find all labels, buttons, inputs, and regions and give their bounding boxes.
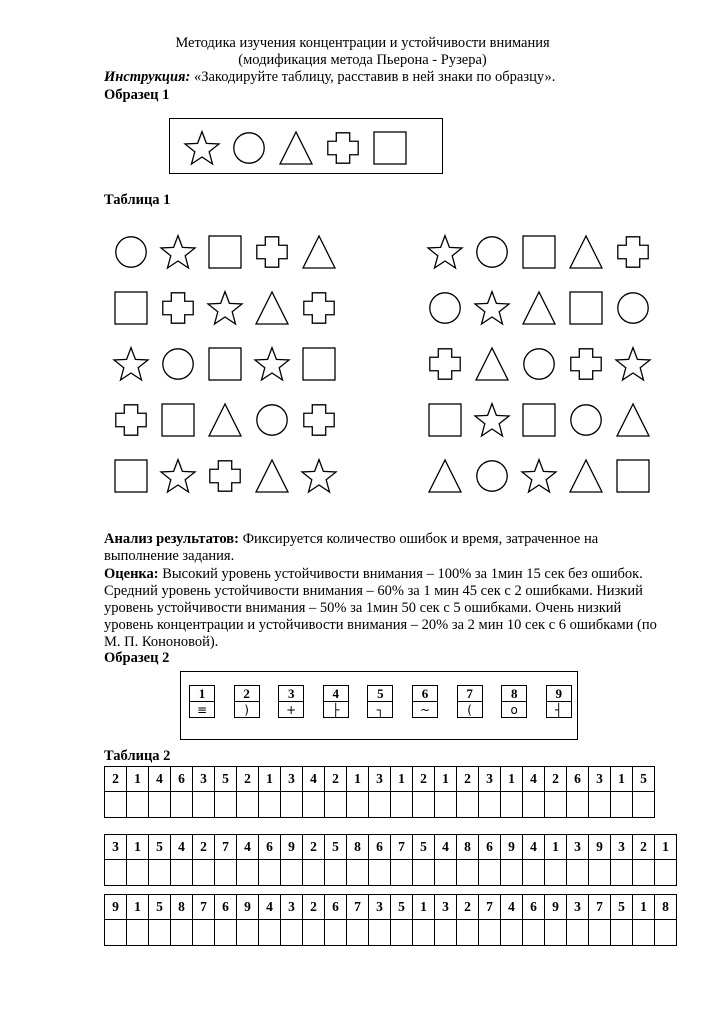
digit-cell: 1	[655, 835, 677, 860]
triangle-icon	[256, 460, 288, 492]
digit-cell: 8	[457, 835, 479, 860]
key-symbol: (	[467, 703, 472, 717]
star-icon	[255, 348, 289, 380]
digit-cell: 3	[105, 835, 127, 860]
key-symbol: )	[244, 703, 249, 717]
digit-cell: 8	[347, 835, 369, 860]
key-number: 1	[190, 686, 214, 702]
page-title: Методика изучения концентрации и устойчивости внимания	[175, 35, 550, 51]
evaluation	[104, 566, 664, 651]
answer-cell[interactable]	[369, 920, 391, 946]
digit-cell: 2	[105, 767, 127, 792]
answer-cell[interactable]	[325, 792, 347, 818]
page-subtitle: (модификация метода Пьерона - Рузера)	[238, 52, 487, 68]
triangle-icon	[303, 236, 335, 268]
triangle-icon	[570, 236, 602, 268]
star-icon	[302, 460, 336, 492]
key-cell	[189, 685, 215, 718]
answer-cell[interactable]	[303, 920, 325, 946]
triangle-icon	[256, 292, 288, 324]
digit-cell: 3	[567, 835, 589, 860]
digit-cell: 3	[193, 767, 215, 792]
answer-cell[interactable]	[259, 920, 281, 946]
digit-cell: 1	[127, 767, 149, 792]
key-cell	[457, 685, 483, 718]
answer-cell[interactable]	[655, 920, 677, 946]
digit-cell: 6	[567, 767, 589, 792]
answer-cell[interactable]	[501, 920, 523, 946]
triangle-icon	[209, 404, 241, 436]
triangle-icon	[476, 348, 508, 380]
digit-cell: 3	[611, 835, 633, 860]
key-cell	[546, 685, 572, 718]
answer-cell[interactable]	[303, 792, 325, 818]
digit-cell: 4	[435, 835, 457, 860]
digit-cell: 1	[259, 767, 281, 792]
digit-cell: 5	[413, 835, 435, 860]
digit-cell: 7	[479, 895, 501, 920]
instruction-label: Инструкция:	[104, 69, 191, 85]
answer-cell[interactable]	[149, 860, 171, 886]
key-cell	[278, 685, 304, 718]
answer-cell[interactable]	[413, 860, 435, 886]
digit-cell: 6	[259, 835, 281, 860]
digit-cell: 9	[589, 835, 611, 860]
star-icon	[616, 348, 650, 380]
cross-icon	[116, 405, 146, 435]
coding-table	[104, 834, 677, 886]
answer-cell[interactable]	[589, 792, 611, 818]
digit-cell: 3	[589, 767, 611, 792]
sample1-label: Образец 1	[104, 87, 170, 103]
answer-cell[interactable]	[127, 920, 149, 946]
square-icon	[523, 236, 555, 268]
answer-cell[interactable]	[215, 860, 237, 886]
answer-cell[interactable]	[523, 792, 545, 818]
digit-cell: 2	[193, 835, 215, 860]
triangle-icon	[280, 132, 312, 164]
answer-cell[interactable]	[413, 792, 435, 818]
square-icon	[115, 292, 147, 324]
answer-cell[interactable]	[501, 792, 523, 818]
cross-icon	[163, 293, 193, 323]
key-number: 6	[413, 686, 437, 702]
digit-cell: 4	[523, 767, 545, 792]
answer-cell[interactable]	[347, 860, 369, 886]
answer-cell[interactable]	[149, 792, 171, 818]
square-icon	[429, 404, 461, 436]
key-symbol: +	[286, 703, 297, 717]
key-symbol: ┤	[555, 703, 563, 717]
digit-cell: 9	[105, 895, 127, 920]
analysis-text: Фиксируется количество ошибок и время, затраченное на выполнение задания.	[104, 531, 599, 564]
digit-cell: 1	[435, 767, 457, 792]
digit-cell: 3	[281, 767, 303, 792]
answer-cell[interactable]	[589, 920, 611, 946]
digit-cell: 3	[369, 767, 391, 792]
analysis-label: Анализ результатов:	[104, 531, 239, 547]
answer-cell[interactable]	[567, 792, 589, 818]
cross-icon	[304, 405, 334, 435]
answer-cell[interactable]	[479, 920, 501, 946]
star-icon	[161, 236, 195, 268]
answer-cell[interactable]	[347, 920, 369, 946]
key-number: 4	[324, 686, 348, 702]
star-icon	[522, 460, 556, 492]
digit-cell: 7	[193, 895, 215, 920]
key-cell	[412, 685, 438, 718]
star-icon	[114, 348, 148, 380]
answer-cell[interactable]	[281, 792, 303, 818]
digit-cell: 1	[127, 835, 149, 860]
square-icon	[209, 236, 241, 268]
answer-cell[interactable]	[171, 860, 193, 886]
answer-cell[interactable]	[545, 860, 567, 886]
key-symbol: ├	[332, 703, 340, 717]
cross-icon	[618, 237, 648, 267]
digit-cell: 2	[303, 895, 325, 920]
answer-cell[interactable]	[369, 792, 391, 818]
digit-cell: 3	[479, 767, 501, 792]
cross-icon	[430, 349, 460, 379]
digit-cell: 6	[215, 895, 237, 920]
square-icon	[523, 404, 555, 436]
answer-cell[interactable]	[611, 920, 633, 946]
answer-cell[interactable]	[567, 920, 589, 946]
digit-cell: 1	[611, 767, 633, 792]
answer-cell[interactable]	[259, 860, 281, 886]
square-icon	[374, 132, 406, 164]
digit-cell: 6	[479, 835, 501, 860]
table1-label: Таблица 1	[104, 192, 171, 208]
star-icon	[161, 460, 195, 492]
key-number: 7	[458, 686, 482, 702]
answer-cell[interactable]	[193, 860, 215, 886]
answer-cell[interactable]	[545, 920, 567, 946]
cross-icon	[571, 349, 601, 379]
digit-cell: 7	[347, 895, 369, 920]
digit-cell: 7	[215, 835, 237, 860]
key-cell	[367, 685, 393, 718]
cross-icon	[304, 293, 334, 323]
cross-icon	[328, 133, 358, 163]
digit-cell: 5	[325, 835, 347, 860]
triangle-icon	[617, 404, 649, 436]
answer-cell[interactable]	[215, 792, 237, 818]
square-icon	[162, 404, 194, 436]
digit-cell: 4	[237, 835, 259, 860]
digit-cell: 5	[611, 895, 633, 920]
key-symbol: ≡	[196, 703, 208, 717]
square-icon	[115, 460, 147, 492]
square-icon	[570, 292, 602, 324]
answer-cell[interactable]	[171, 920, 193, 946]
digit-cell: 2	[633, 835, 655, 860]
evaluation-label: Оценка:	[104, 566, 159, 582]
answer-cell[interactable]	[391, 792, 413, 818]
coding-table	[104, 894, 677, 946]
circle-icon	[571, 405, 601, 435]
digit-cell: 5	[149, 835, 171, 860]
evaluation-text: Высокий уровень устойчивости внимания – 100% за 1мин 15 сек без ошибок. Средний уровень устойчивости внимания – 60% за 1 мин 45 сек с 2 ошибками. Низкий уровень устойчивости внимания – 50% за 1мин 50 сек с 5 ошибками. Очень низкий уровень концентрации и устойчивости внимания – 20% за 2 мин 10 сек с 6 ошибками (по М. П. Кононовой).	[104, 566, 657, 650]
answer-cell[interactable]	[193, 792, 215, 818]
digit-cell: 9	[501, 835, 523, 860]
digit-cell: 4	[501, 895, 523, 920]
digit-cell: 8	[171, 895, 193, 920]
circle-icon	[524, 349, 554, 379]
answer-cell[interactable]	[435, 860, 457, 886]
answer-cell[interactable]	[325, 860, 347, 886]
digit-cell: 6	[325, 895, 347, 920]
answer-cell[interactable]	[237, 860, 259, 886]
digit-cell: 5	[149, 895, 171, 920]
answer-cell[interactable]	[479, 792, 501, 818]
star-icon	[475, 292, 509, 324]
answer-cell[interactable]	[193, 920, 215, 946]
key-cell	[501, 685, 527, 718]
circle-icon	[257, 405, 287, 435]
answer-cell[interactable]	[215, 920, 237, 946]
answer-cell[interactable]	[589, 860, 611, 886]
square-icon	[617, 460, 649, 492]
star-icon	[475, 404, 509, 436]
digit-cell: 2	[457, 895, 479, 920]
star-icon	[208, 292, 242, 324]
digit-cell: 2	[457, 767, 479, 792]
digit-cell: 1	[545, 835, 567, 860]
key-cell	[323, 685, 349, 718]
answer-cell[interactable]	[633, 860, 655, 886]
star-icon	[185, 132, 219, 164]
answer-cell[interactable]	[303, 860, 325, 886]
digit-cell: 5	[391, 895, 413, 920]
circle-icon	[618, 293, 648, 323]
answer-cell[interactable]	[567, 860, 589, 886]
answer-cell[interactable]	[435, 920, 457, 946]
answer-cell[interactable]	[479, 860, 501, 886]
answer-cell[interactable]	[391, 920, 413, 946]
answer-cell[interactable]	[127, 860, 149, 886]
digit-cell: 6	[369, 835, 391, 860]
square-icon	[209, 348, 241, 380]
digit-cell: 2	[303, 835, 325, 860]
answer-cell[interactable]	[611, 792, 633, 818]
key-number: 8	[502, 686, 526, 702]
key-cell	[234, 685, 260, 718]
digit-cell: 3	[567, 895, 589, 920]
answer-cell[interactable]	[149, 920, 171, 946]
key-number: 3	[279, 686, 303, 702]
answer-cell[interactable]	[237, 920, 259, 946]
digit-cell: 2	[413, 767, 435, 792]
answer-cell[interactable]	[127, 792, 149, 818]
triangle-icon	[429, 460, 461, 492]
answer-cell[interactable]	[171, 792, 193, 818]
digit-cell: 4	[171, 835, 193, 860]
digit-cell: 2	[237, 767, 259, 792]
circle-icon	[234, 133, 264, 163]
answer-cell[interactable]	[611, 860, 633, 886]
digit-cell: 1	[347, 767, 369, 792]
analysis	[104, 531, 664, 565]
answer-cell[interactable]	[391, 860, 413, 886]
digit-cell: 6	[171, 767, 193, 792]
digit-cell: 2	[545, 767, 567, 792]
answer-cell[interactable]	[435, 792, 457, 818]
digit-cell: 4	[523, 835, 545, 860]
circle-icon	[430, 293, 460, 323]
answer-cell[interactable]	[457, 860, 479, 886]
digit-cell: 9	[281, 835, 303, 860]
key-symbol: ~	[419, 703, 431, 717]
digit-cell: 4	[259, 895, 281, 920]
circle-icon	[477, 461, 507, 491]
answer-cell[interactable]	[523, 860, 545, 886]
digit-cell: 1	[391, 767, 413, 792]
digit-cell: 7	[589, 895, 611, 920]
square-icon	[303, 348, 335, 380]
answer-cell[interactable]	[655, 860, 677, 886]
circle-icon	[163, 349, 193, 379]
answer-cell[interactable]	[281, 920, 303, 946]
digit-cell: 1	[501, 767, 523, 792]
answer-cell[interactable]	[105, 920, 127, 946]
sample2-label: Образец 2	[104, 650, 170, 666]
key-number: 5	[368, 686, 392, 702]
instruction-text: «Закодируйте таблицу, расставив в ней знаки по образцу».	[190, 69, 556, 85]
digit-cell: 1	[127, 895, 149, 920]
answer-cell[interactable]	[105, 792, 127, 818]
circle-icon	[116, 237, 146, 267]
digit-cell: 1	[413, 895, 435, 920]
answer-cell[interactable]	[259, 792, 281, 818]
answer-cell[interactable]	[237, 792, 259, 818]
answer-cell[interactable]	[325, 920, 347, 946]
answer-cell[interactable]	[105, 860, 127, 886]
star-icon	[428, 236, 462, 268]
answer-cell[interactable]	[413, 920, 435, 946]
key-symbol: o	[510, 703, 518, 717]
digit-cell: 6	[523, 895, 545, 920]
digit-cell: 3	[369, 895, 391, 920]
answer-cell[interactable]	[633, 792, 655, 818]
circle-icon	[477, 237, 507, 267]
answer-cell[interactable]	[523, 920, 545, 946]
cross-icon	[210, 461, 240, 491]
answer-cell[interactable]	[545, 792, 567, 818]
digit-cell: 4	[149, 767, 171, 792]
triangle-icon	[570, 460, 602, 492]
table2-label: Таблица 2	[104, 748, 171, 764]
digit-cell: 7	[391, 835, 413, 860]
digit-cell: 3	[435, 895, 457, 920]
answer-cell[interactable]	[457, 920, 479, 946]
digit-cell: 5	[215, 767, 237, 792]
digit-cell: 2	[325, 767, 347, 792]
digit-cell: 5	[633, 767, 655, 792]
digit-cell: 9	[237, 895, 259, 920]
digit-cell: 4	[303, 767, 325, 792]
answer-cell[interactable]	[633, 920, 655, 946]
key-number: 2	[235, 686, 259, 702]
answer-cell[interactable]	[369, 860, 391, 886]
cross-icon	[257, 237, 287, 267]
digit-cell: 9	[545, 895, 567, 920]
coding-table	[104, 766, 655, 818]
triangle-icon	[523, 292, 555, 324]
digit-cell: 3	[281, 895, 303, 920]
digit-cell: 8	[655, 895, 677, 920]
answer-cell[interactable]	[281, 860, 303, 886]
answer-cell[interactable]	[457, 792, 479, 818]
key-symbol: ┐	[376, 703, 384, 717]
answer-cell[interactable]	[347, 792, 369, 818]
answer-cell[interactable]	[501, 860, 523, 886]
digit-cell: 1	[633, 895, 655, 920]
key-number: 9	[547, 686, 571, 702]
